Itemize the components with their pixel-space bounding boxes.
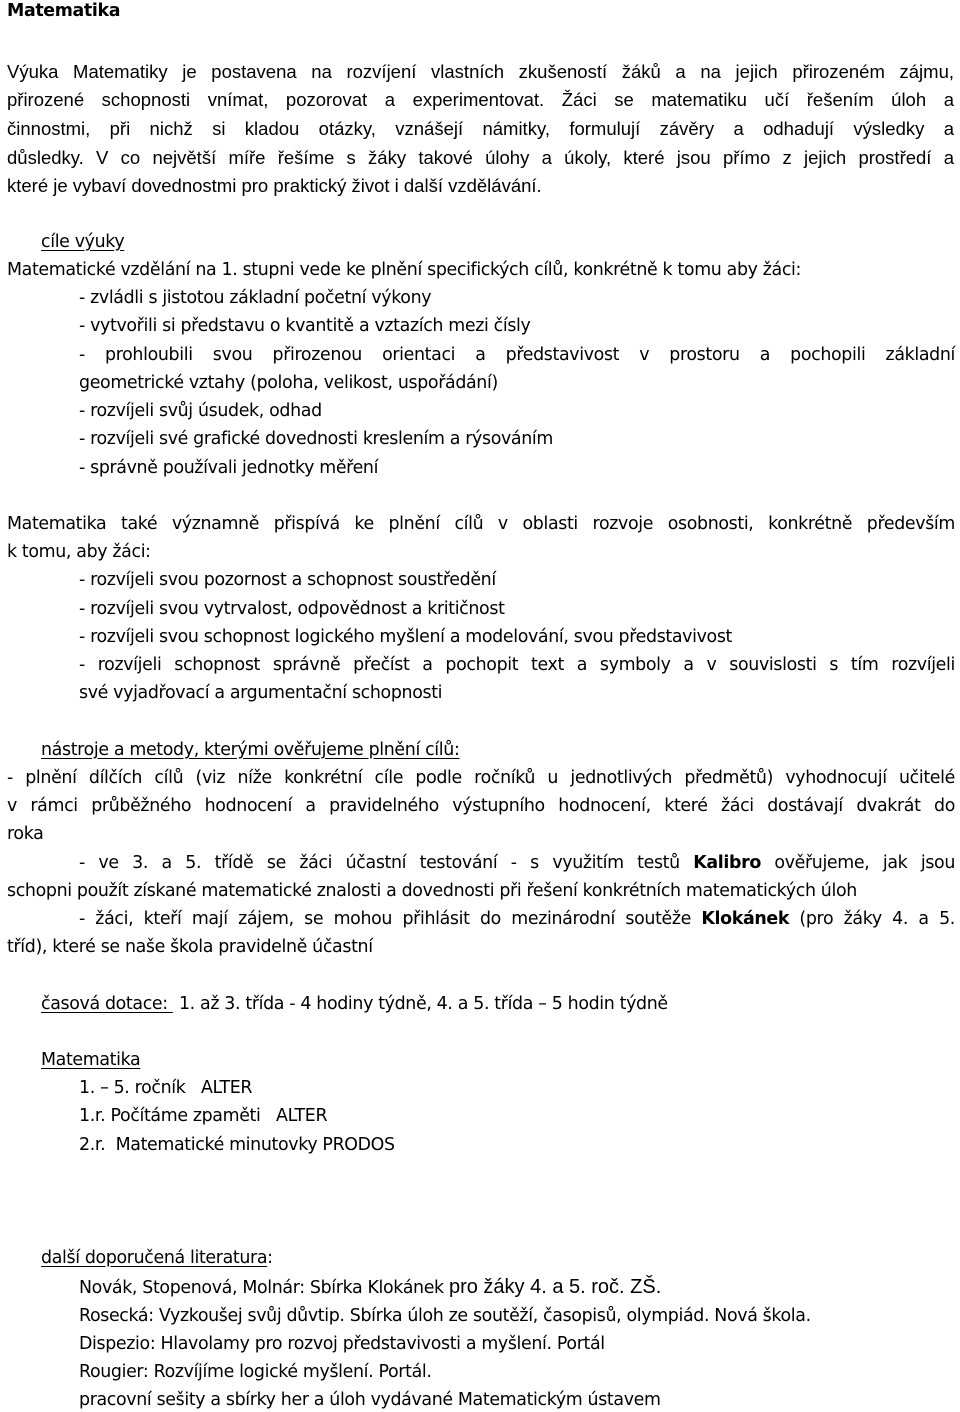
goals-item-2: - vytvořili si představu o kvantitě a vztazích mezi čísly — [79, 316, 531, 336]
personal-item-4: - rozvíjeli schopnost správně přečíst a pochopit text a symboly a v souvislosti s tím rozvíjeli — [79, 655, 955, 675]
intro-line-4: důsledky. V co největší míře řešíme s žáky takové úlohy a úkoly, které jsou přímo z jejich prostředí a — [7, 147, 954, 168]
klokanek-line-1 — [79, 907, 955, 931]
intro-line-1: Výuka Matematiky je postavena na rozvíjení vlastních zkušeností žáků a na jejich přirozeném zájmu, — [7, 61, 954, 82]
literature-item-5: pracovní sešity a sbírky her a úloh vydávané Matematickým ústavem — [79, 1390, 661, 1410]
personal-item-1: - rozvíjeli svou pozornost a schopnost soustředění — [79, 570, 496, 590]
time-line — [41, 992, 668, 1016]
books-heading: Matematika — [41, 1050, 141, 1070]
books-item-3: 2.r. Matematické minutovky PRODOS — [79, 1135, 395, 1155]
literature-heading-line — [41, 1246, 273, 1270]
goals-item-3: - prohloubili svou přirozenou orientaci a představivost v prostoru a pochopili základní — [79, 345, 955, 365]
literature-item-1 — [79, 1275, 661, 1300]
methods-line-1: - plnění dílčích cílů (viz níže konkrétní cíle podle ročníků u jednotlivých předmětů) vyhodnocují učitelé — [7, 768, 955, 788]
goals-heading: cíle výuky — [41, 232, 125, 252]
literature-item-2: Rosecká: Vyzkoušej svůj důvtip. Sbírka úloh ze soutěží, časopisů, olympiád. Nová škola. — [79, 1306, 811, 1326]
books-item-1: 1. – 5. ročník ALTER — [79, 1078, 253, 1098]
klokanek-post: (pro žáky 4. a 5. — [789, 909, 955, 929]
goals-intro: Matematické vzdělání na 1. stupni vede ke plnění specifických cílů, konkrétně k tomu aby žáci: — [7, 260, 802, 280]
goals-item-3-cont: geometrické vztahy (poloha, velikost, uspořádání) — [79, 373, 498, 393]
goals-item-1: - zvládli s jistotou základní početní výkony — [79, 288, 432, 308]
time-heading: časová dotace: — [41, 994, 173, 1014]
kalibro-pre: - ve 3. a 5. třídě se žáci účastní testování - s využitím testů — [79, 853, 694, 873]
time-text: 1. až 3. třída - 4 hodiny týdně, 4. a 5. třída – 5 hodin týdně — [178, 994, 668, 1014]
methods-line-2: v rámci průběžného hodnocení a pravidelného výstupního hodnocení, které žáci dostávají dvakrát do — [7, 796, 955, 816]
goals-item-6: - správně používali jednotky měření — [79, 458, 379, 478]
kalibro-post: ověřujeme, jak jsou — [760, 853, 955, 873]
kalibro-bold: Kalibro — [693, 853, 761, 873]
klokanek-line-2: tříd), které se naše škola pravidelně účastní — [7, 937, 373, 957]
intro-line-2: přirozené schopnosti vnímat, pozorovat a experimentovat. Žáci se matematiku učí řešením úloh a — [7, 89, 954, 110]
goals-item-4: - rozvíjeli svůj úsudek, odhad — [79, 401, 322, 421]
personal-intro-2: k tomu, aby žáci: — [7, 542, 151, 562]
intro-line-3: činnostmi, při nichž si kladou otázky, vznášejí námitky, formulují závěry a odhadují výsledky a — [7, 118, 954, 139]
personal-item-3: - rozvíjeli svou schopnost logického myšlení a modelování, svou představivost — [79, 627, 733, 647]
klokanek-pre: - žáci, kteří mají zájem, se mohou přihlásit do mezinárodní soutěže — [79, 909, 702, 929]
literature-item-1-pre: Novák, Stopenová, Molnár: Sbírka Klokánek — [79, 1278, 449, 1298]
methods-line-3: roka — [7, 824, 44, 844]
intro-line-5: které je vybaví dovednostmi pro praktický život i další vzdělávání. — [7, 175, 542, 196]
personal-intro-1: Matematika také významně přispívá ke plnění cílů v oblasti rozvoje osobnosti, konkrétně především — [7, 514, 955, 534]
page-title: Matematika — [7, 1, 121, 21]
literature-colon: : — [267, 1248, 273, 1268]
kalibro-line-2: schopni použít získané matematické znalosti a dovednosti při řešení konkrétních matematických úloh — [7, 881, 857, 901]
kalibro-line-1 — [79, 851, 955, 875]
literature-item-1-post: pro žáky 4. a 5. roč. ZŠ. — [448, 1276, 662, 1298]
methods-heading: nástroje a metody, kterými ověřujeme plnění cílů: — [41, 740, 460, 760]
personal-item-4-cont: své vyjadřovací a argumentační schopnosti — [79, 683, 443, 703]
goals-item-5: - rozvíjeli své grafické dovednosti kreslením a rýsováním — [79, 429, 553, 449]
literature-item-4: Rougier: Rozvíjíme logické myšlení. Portál. — [79, 1362, 432, 1382]
literature-item-3: Dispezio: Hlavolamy pro rozvoj představivosti a myšlení. Portál — [79, 1334, 605, 1354]
literature-heading: další doporučená literatura — [41, 1248, 268, 1268]
klokanek-bold: Klokánek — [701, 909, 790, 929]
personal-item-2: - rozvíjeli svou vytrvalost, odpovědnost a kritičnost — [79, 599, 505, 619]
books-item-2: 1.r. Počítáme zpaměti ALTER — [79, 1106, 328, 1126]
